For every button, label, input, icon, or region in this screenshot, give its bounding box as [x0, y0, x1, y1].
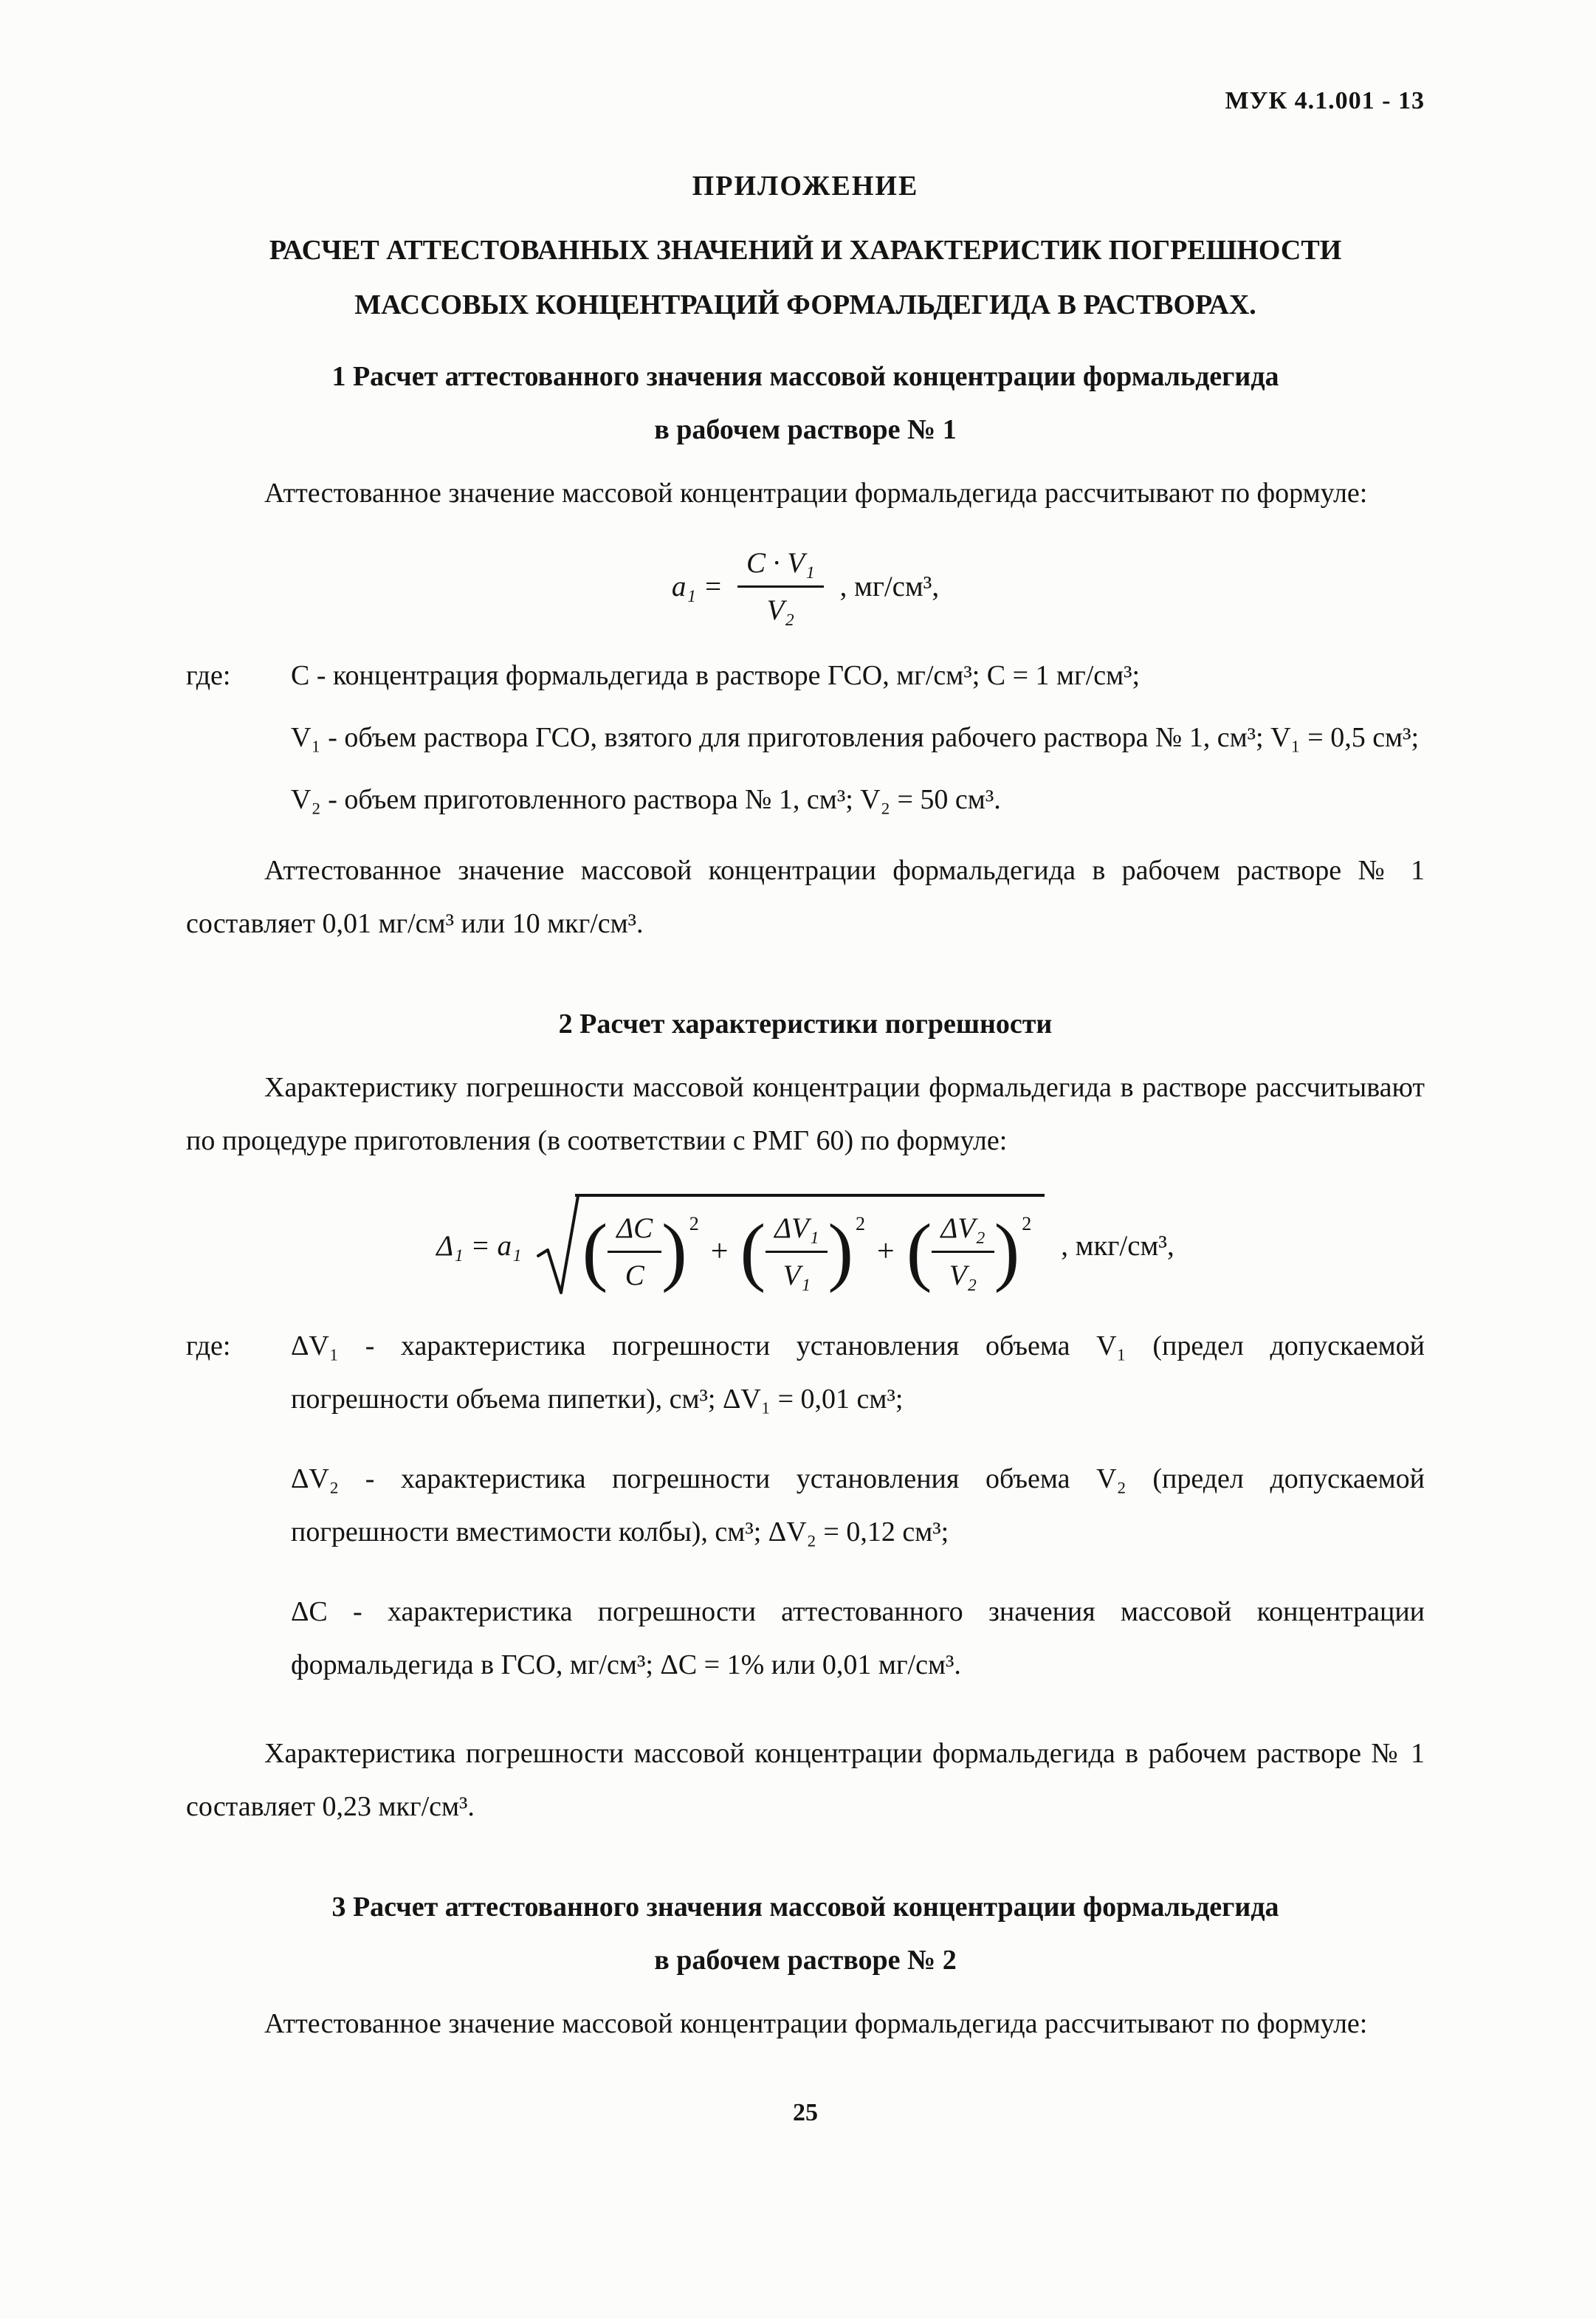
section-1-heading-line-2: в рабочем растворе № 1 — [654, 414, 957, 445]
definition-delta-c: ΔС - характеристика погрешности аттестованного значения массовой концентрации формальдегида в ГСО, мг/см³; ΔС = 1% или 0,01 мг/см³. — [291, 1596, 1425, 1680]
exponent: 2 — [1022, 1212, 1032, 1234]
fraction-denominator: C — [625, 1259, 644, 1291]
section-2-intro-paragraph: Характеристику погрешности массовой концентрации формальдегида в растворе рассчитывают по процедуре приготовления (в соответствии с РМГ 60) по формуле: — [186, 1072, 1425, 1156]
term-delta-c: ( $\frac{\Delta C}{C}$ ) 2 — [582, 1209, 699, 1294]
formula-certified-value — [186, 546, 1425, 627]
page-number: 25 — [793, 2099, 818, 2126]
exponent: 2 — [856, 1212, 866, 1234]
main-title-line-2: МАССОВЫХ КОНЦЕНТРАЦИЙ ФОРМАЛЬДЕГИДА В РАСТВОРАХ. — [354, 289, 1256, 320]
fraction-denominator: V₂ — [949, 1259, 977, 1291]
term-delta-v2: ( $\frac{\text{ΔV₂}}{\text{V₂}}$ ) 2 — [906, 1209, 1032, 1294]
fraction-numerator: C · V₁ — [737, 546, 824, 588]
fraction-numerator: ΔC — [608, 1212, 661, 1253]
formula-units: , мкг/см³, — [1061, 1229, 1174, 1262]
section-1-conclusion-paragraph: Аттестованное значение массовой концентрации формальдегида в рабочем растворе № 1 составляет 0,01 мг/см³ или 10 мкг/см³. — [186, 855, 1425, 939]
where-label: где: — [186, 1330, 231, 1361]
formula-lhs: Δ₁ = a₁ — [436, 1229, 522, 1262]
where-block-2 — [186, 1319, 1425, 1718]
main-title — [186, 223, 1425, 332]
formula-error-characteristic — [186, 1194, 1425, 1297]
section-1-intro-paragraph: Аттестованное значение массовой концентрации формальдегида рассчитывают по формуле: — [264, 478, 1368, 509]
section-3-heading-line-1: 3 Расчет аттестованного значения массовой концентрации формальдегида — [331, 1892, 1279, 1923]
appendix-title: ПРИЛОЖЕНИЕ — [692, 171, 919, 202]
radical-sign-icon — [537, 1194, 579, 1297]
definition-delta-v2: ΔV₂ - характеристика погрешности установления объема V₂ (предел допускаемой погрешности вместимости колбы), см³; ΔV₂ = 0,12 см³; — [291, 1463, 1425, 1547]
definitions-list-1 — [291, 649, 1425, 835]
formula-lhs: a₁ = — [671, 571, 723, 602]
main-title-line-1: РАСЧЕТ АТТЕСТОВАННЫХ ЗНАЧЕНИЙ И ХАРАКТЕРИСТИК ПОГРЕШНОСТИ — [269, 235, 1342, 266]
plus-sign: + — [877, 1234, 895, 1268]
radicand — [575, 1194, 1045, 1297]
section-3-heading — [186, 1880, 1425, 1987]
exponent: 2 — [689, 1212, 699, 1234]
section-3-intro-paragraph: Аттестованное значение массовой концентрации формальдегида рассчитывают по формуле: — [264, 2008, 1368, 2039]
fraction-numerator: ΔV₁ — [766, 1212, 828, 1253]
fraction — [737, 546, 824, 627]
section-1-heading-line-1: 1 Расчет аттестованного значения массовой концентрации формальдегида — [331, 361, 1279, 392]
fraction — [608, 1212, 661, 1292]
formula-units: , мг/см³, — [839, 571, 940, 602]
definition-delta-v1: ΔV₁ - характеристика погрешности установления объема V₁ (предел допускаемой погрешности объема пипетки), см³; ΔV₁ = 0,01 см³; — [291, 1330, 1425, 1415]
where-block-1 — [186, 649, 1425, 835]
fraction-denominator: V₂ — [766, 594, 795, 626]
fraction-numerator: ΔV₂ — [932, 1212, 994, 1253]
where-label: где: — [186, 660, 231, 691]
square-root — [537, 1194, 1045, 1297]
fraction-denominator: V₁ — [782, 1259, 811, 1291]
definition-v1: V₁ - объем раствора ГСО, взятого для приготовления рабочего раствора № 1, см³; V₁ = 0,5 см³; — [291, 722, 1420, 753]
fraction — [932, 1212, 994, 1292]
section-3-heading-line-2: в рабочем растворе № 2 — [654, 1945, 957, 1976]
plus-sign: + — [710, 1234, 729, 1268]
document-code: МУК 4.1.001 - 13 — [1225, 87, 1425, 114]
fraction — [766, 1212, 828, 1292]
section-2-heading: 2 Расчет характеристики погрешности — [558, 1009, 1053, 1040]
definition-v2: V₂ - объем приготовленного раствора № 1, см³; V₂ = 50 см³. — [291, 784, 1001, 815]
section-1-heading — [186, 350, 1425, 456]
definition-c: С - концентрация формальдегида в растворе ГСО, мг/см³; С = 1 мг/см³; — [291, 660, 1141, 691]
term-delta-v1: ( $\frac{\text{ΔV₁}}{\text{V₁}}$ ) 2 — [740, 1209, 866, 1294]
definitions-list-2 — [291, 1319, 1425, 1718]
section-2-conclusion-paragraph: Характеристика погрешности массовой концентрации формальдегида в рабочем растворе № 1 составляет 0,23 мкг/см³. — [186, 1738, 1425, 1822]
